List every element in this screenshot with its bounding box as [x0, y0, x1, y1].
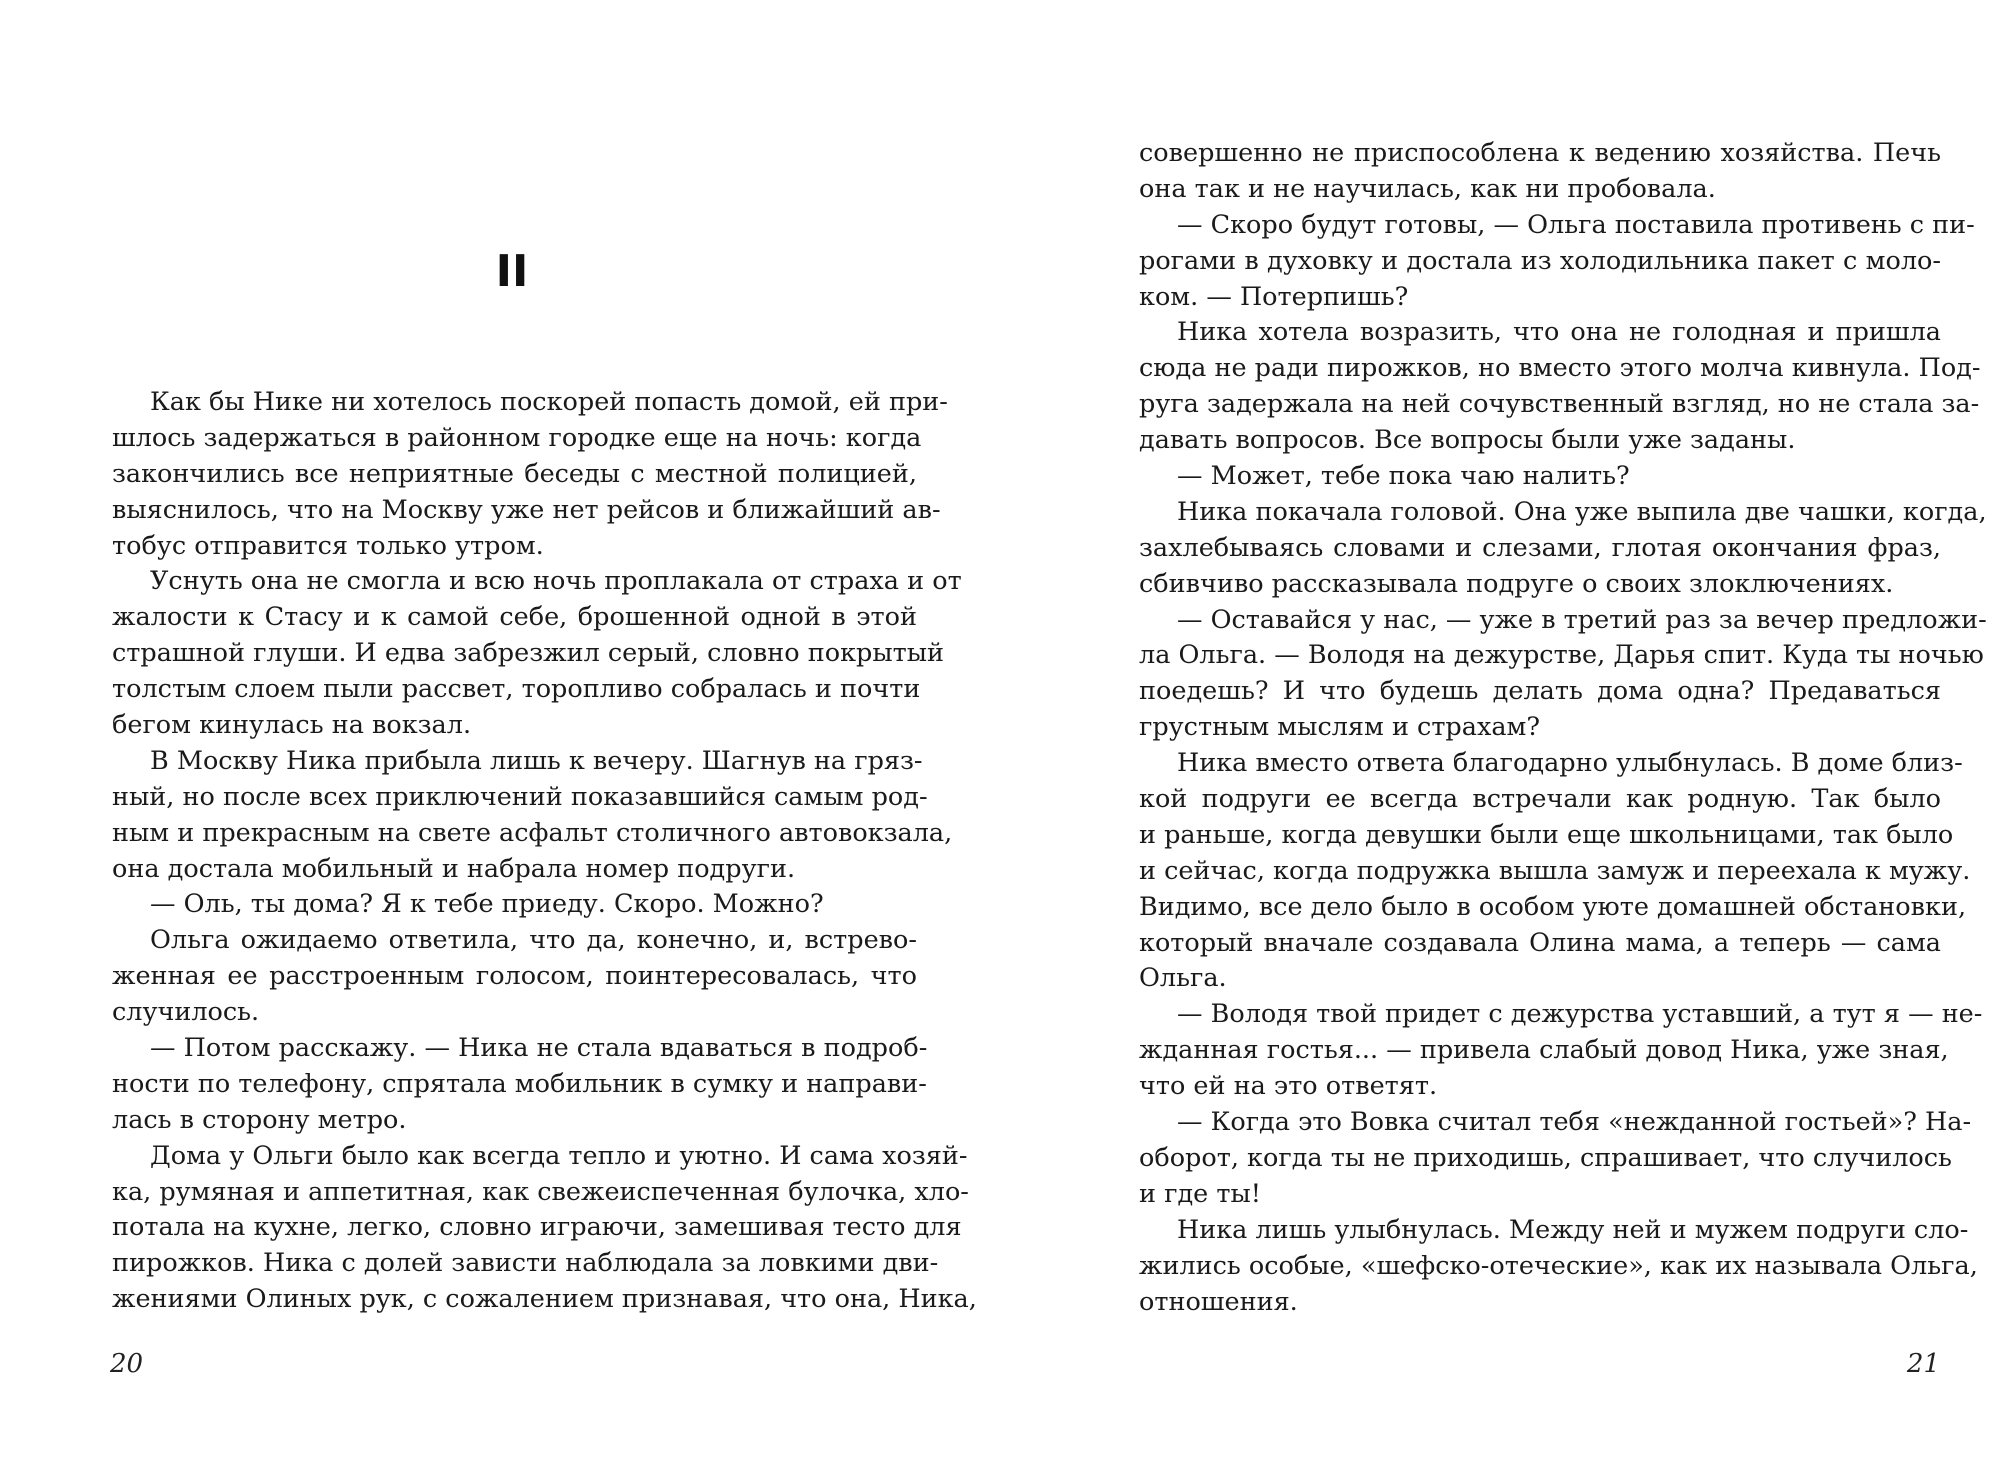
text-line: Видимо, все дело было в особом уюте домашней обстановки, [1139, 891, 1967, 922]
text-line: отношения. [1139, 1286, 1298, 1317]
text-line: закончились все неприятные беседы с местной полицией, [112, 458, 917, 489]
text-line: пирожков. Ника с долей зависти наблюдала за ловкими дви- [112, 1248, 939, 1279]
text-line: лась в сторону метро. [112, 1104, 407, 1135]
text-line: выяснилось, что на Москву уже нет рейсов и ближайший ав- [112, 494, 941, 525]
text-line: — Потом расскажу. — Ника не стала вдаваться в подроб- [150, 1033, 928, 1064]
text-line: она так и не научилась, как ни пробовала. [1139, 173, 1716, 204]
text-line: Ника покачала головой. Она уже выпила две чашки, когда, [1177, 496, 1987, 527]
chapter-heading: II [495, 246, 529, 297]
text-line: Ольга ожидаемо ответила, что да, конечно, и, встрево- [150, 925, 917, 956]
text-line: который вначале создавала Олина мама, а теперь — сама [1139, 927, 1941, 958]
text-line: Ника хотела возразить, что она не голодная и пришла [1177, 317, 1941, 348]
text-line: страшной глуши. И едва забрезжил серый, словно покрытый [112, 638, 945, 669]
text-line: жились особые, «шефско-отеческие», как их называла Ольга, [1139, 1250, 1978, 1281]
text-line: ности по телефону, спрятала мобильник в сумку и направи- [112, 1068, 927, 1099]
text-line: Ольга. [1139, 963, 1227, 994]
text-line: сюда не ради пирожков, но вместо этого молча кивнула. Под- [1139, 353, 1981, 384]
text-line: — Скоро будут готовы, — Ольга поставила противень с пи- [1177, 209, 1975, 240]
text-line: оборот, когда ты не приходишь, спрашивает, что случилось [1139, 1142, 1952, 1173]
page-number-left: 20 [110, 1349, 144, 1379]
text-line: — Может, тебе пока чаю налить? [1177, 461, 1630, 492]
right-page [1000, 0, 2000, 1469]
text-line: Уснуть она не смогла и всю ночь проплакала от страха и от [150, 566, 962, 597]
text-line: женная ее расстроенным голосом, поинтересовалась, что [112, 961, 917, 992]
text-line: ный, но после всех приключений показавшийся самым род- [112, 781, 928, 812]
text-line: потала на кухне, легко, словно играючи, замешивая тесто для [112, 1212, 962, 1243]
text-line: и где ты! [1139, 1178, 1262, 1209]
text-line: тобус отправится только утром. [112, 530, 544, 561]
text-line: Ника вместо ответа благодарно улыбнулась. В доме близ- [1177, 748, 1963, 779]
text-line: шлось задержаться в районном городке еще на ночь: когда [112, 422, 922, 453]
text-line: рогами в духовку и достала из холодильника пакет с моло- [1139, 245, 1941, 276]
text-line: жалости к Стасу и к самой себе, брошенной одной в этой [112, 602, 917, 633]
text-line: ка, румяная и аппетитная, как свежеиспеченная булочка, хло- [112, 1176, 969, 1207]
text-line: руга задержала на ней сочувственный взгляд, но не стала за- [1139, 389, 1980, 420]
left-page-text [112, 385, 977, 1318]
page-number-right: 21 [1906, 1349, 1940, 1379]
text-line: ным и прекрасным на свете асфальт столичного автовокзала, [112, 817, 953, 848]
text-line: сбивчиво рассказывала подруге о своих злоключениях. [1139, 568, 1894, 599]
text-line: — Когда это Вовка считал тебя «нежданной гостьей»? На- [1177, 1107, 1972, 1138]
text-line: ла Ольга. — Володя на дежурстве, Дарья спит. Куда ты ночью [1139, 640, 1984, 671]
text-line: захлебываясь словами и слезами, глотая окончания фраз, [1139, 532, 1941, 563]
text-line: — Оставайся у нас, — уже в третий раз за вечер предложи- [1177, 604, 1987, 635]
text-line: и раньше, когда девушки были еще школьницами, так было [1139, 819, 1954, 850]
text-line: Ника лишь улыбнулась. Между ней и мужем подруги сло- [1177, 1214, 1969, 1245]
text-line: — Володя твой придет с дежурства уставший, а тут я — не- [1177, 999, 1983, 1030]
right-page-text [1139, 136, 1987, 1320]
text-line: что ей на это ответят. [1139, 1071, 1438, 1102]
text-line: Дома у Ольги было как всегда тепло и уютно. И сама хозяй- [150, 1140, 968, 1171]
text-line: В Москву Ника прибыла лишь к вечеру. Шагнув на гряз- [150, 745, 923, 776]
text-line: совершенно не приспособлена к ведению хозяйства. Печь [1139, 138, 1941, 168]
text-line: давать вопросов. Все вопросы были уже заданы. [1139, 425, 1796, 456]
text-line: случилось. [112, 997, 260, 1028]
text-line: — Оль, ты дома? Я к тебе приеду. Скоро. Можно? [150, 889, 824, 920]
text-line: толстым слоем пыли рассвет, торопливо собралась и почти [112, 674, 921, 705]
text-line: ком. — Потерпишь? [1139, 281, 1409, 312]
text-line: грустным мыслям и страхам? [1139, 712, 1541, 743]
text-line: Как бы Нике ни хотелось поскорей попасть домой, ей при- [150, 387, 948, 417]
text-line: бегом кинулась на вокзал. [112, 710, 472, 741]
text-line: жданная гостья... — привела слабый довод Ника, уже зная, [1139, 1035, 1949, 1066]
text-line: она достала мобильный и набрала номер подруги. [112, 853, 796, 884]
text-line: жениями Олиных рук, с сожалением признавая, что она, Ника, [112, 1284, 977, 1315]
text-line: и сейчас, когда подружка вышла замуж и переехала к мужу. [1139, 855, 1971, 886]
text-line: поедешь? И что будешь делать дома одна? Предаваться [1139, 676, 1941, 707]
text-line: кой подруги ее всегда встречали как родную. Так было [1139, 784, 1941, 815]
